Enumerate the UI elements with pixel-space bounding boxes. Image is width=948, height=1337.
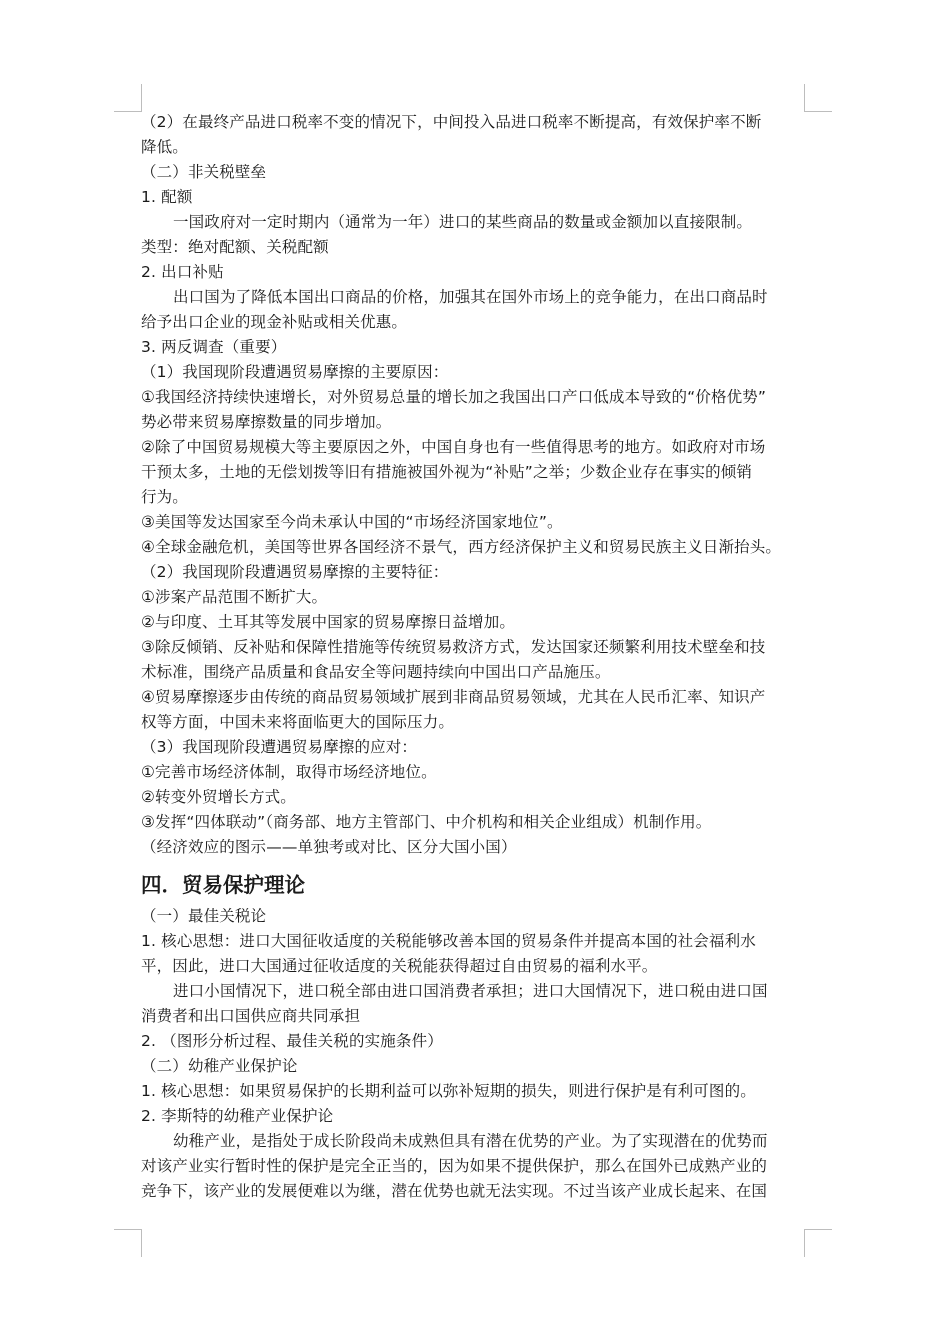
text-line: 术标准，围绕产品质量和食品安全等问题持续向中国出口产品施压。	[141, 663, 611, 681]
text-line: （1）我国现阶段遭遇贸易摩擦的主要原因：	[141, 363, 449, 381]
subsection-title: 2. 出口补贴	[141, 263, 224, 281]
text-line: ②除了中国贸易规模大等主要原因之外，中国自身也有一些值得思考的地方。如政府对市场	[141, 438, 766, 456]
text-line: 竞争下，该产业的发展便难以为继，潜在优势也就无法实现。不过当该产业成长起来、在国	[141, 1182, 768, 1200]
text-line: 1. 核心思想：进口大国征收适度的关税能够改善本国的贸易条件并提高本国的社会福利水	[141, 932, 756, 950]
text-line: 降低。	[141, 138, 188, 156]
text-line: ③除反倾销、反补贴和保障性措施等传统贸易救济方式，发达国家还频繁利用技术壁垒和技	[141, 638, 766, 656]
section-title: （一）最佳关税论	[141, 907, 267, 925]
text-line: 平，因此，进口大国通过征收适度的关税能获得超过自由贸易的福利水平。	[141, 957, 658, 975]
text-line: ①涉案产品范围不断扩大。	[141, 588, 328, 606]
text-line: 类型：绝对配额、关税配额	[141, 238, 329, 256]
text-line: 1. 核心思想：如果贸易保护的长期利益可以弥补短期的损失，则进行保护是有利可图的。	[141, 1082, 756, 1100]
crop-mark-top-right-horizontal	[805, 111, 832, 112]
text-line: （经济效应的图示——单独考或对比、区分大国小国）	[141, 838, 517, 856]
text-line: 幼稚产业，是指处于成长阶段尚未成熟但具有潜在优势的产业。为了实现潜在的优势而	[173, 1132, 768, 1150]
chapter-heading: 四．贸易保护理论	[141, 873, 305, 897]
text-line: 2. （图形分析过程、最佳关税的实施条件）	[141, 1032, 443, 1050]
crop-mark-top-left-vertical	[141, 84, 142, 112]
text-line: 消费者和出口国供应商共同承担	[141, 1007, 361, 1025]
text-line: ④贸易摩擦逐步由传统的商品贸易领域扩展到非商品贸易领域，尤其在人民币汇率、知识产	[141, 688, 766, 706]
text-line: ③美国等发达国家至今尚未承认中国的“市场经济国家地位”。	[141, 513, 563, 531]
text-line: 行为。	[141, 488, 188, 506]
document-body	[141, 110, 807, 1204]
text-line: ③发挥“四体联动”（商务部、地方主管部门、中介机构和相关企业组成）机制作用。	[141, 813, 712, 831]
text-line: 权等方面，中国未来将面临更大的国际压力。	[141, 713, 455, 731]
text-line: ④全球金融危机，美国等世界各国经济不景气，西方经济保护主义和贸易民族主义日渐抬头。	[141, 538, 782, 556]
text-line: 进口小国情况下，进口税全部由进口国消费者承担；进口大国情况下，进口税由进口国	[173, 982, 768, 1000]
text-line: （3）我国现阶段遭遇贸易摩擦的应对：	[141, 738, 418, 756]
text-line: ②转变外贸增长方式。	[141, 788, 296, 806]
text-line: ②与印度、土耳其等发展中国家的贸易摩擦日益增加。	[141, 613, 515, 631]
crop-mark-top-right-vertical	[804, 84, 805, 112]
text-line: ①我国经济持续快速增长，对外贸易总量的增长加之我国出口产口低成本导致的“价格优势”	[141, 388, 767, 406]
text-line: （2）我国现阶段遭遇贸易摩擦的主要特征：	[141, 563, 449, 581]
crop-mark-bottom-right-horizontal	[805, 1229, 832, 1230]
text-line: （2）在最终产品进口税率不变的情况下，中间投入品进口税率不断提高，有效保护率不断	[141, 113, 762, 131]
crop-mark-bottom-left-vertical	[141, 1229, 142, 1257]
subsection-title: 3. 两反调查（重要）	[141, 338, 287, 356]
text-line: 对该产业实行暂时性的保护是完全正当的，因为如果不提供保护，那么在国外已成熟产业的	[141, 1157, 768, 1175]
text-line: 一国政府对一定时期内（通常为一年）进口的某些商品的数量或金额加以直接限制。	[173, 213, 753, 231]
crop-mark-bottom-left-horizontal	[114, 1229, 141, 1230]
text-line: 势必带来贸易摩擦数量的同步增加。	[141, 413, 392, 431]
section-title: （二）非关税壁垒	[141, 163, 267, 181]
text-line: ①完善市场经济体制，取得市场经济地位。	[141, 763, 437, 781]
crop-mark-top-left-horizontal	[114, 111, 141, 112]
section-title: （二）幼稚产业保护论	[141, 1057, 298, 1075]
crop-mark-bottom-right-vertical	[804, 1229, 805, 1257]
subsection-title: 1. 配额	[141, 188, 193, 206]
subsection-title: 2. 李斯特的幼稚产业保护论	[141, 1107, 334, 1125]
text-line: 干预太多，土地的无偿划拨等旧有措施被国外视为“补贴”之举；少数企业存在事实的倾销	[141, 463, 753, 481]
text-line: 出口国为了降低本国出口商品的价格，加强其在国外市场上的竞争能力，在出口商品时	[173, 288, 768, 306]
text-line: 给予出口企业的现金补贴或相关优惠。	[141, 313, 408, 331]
